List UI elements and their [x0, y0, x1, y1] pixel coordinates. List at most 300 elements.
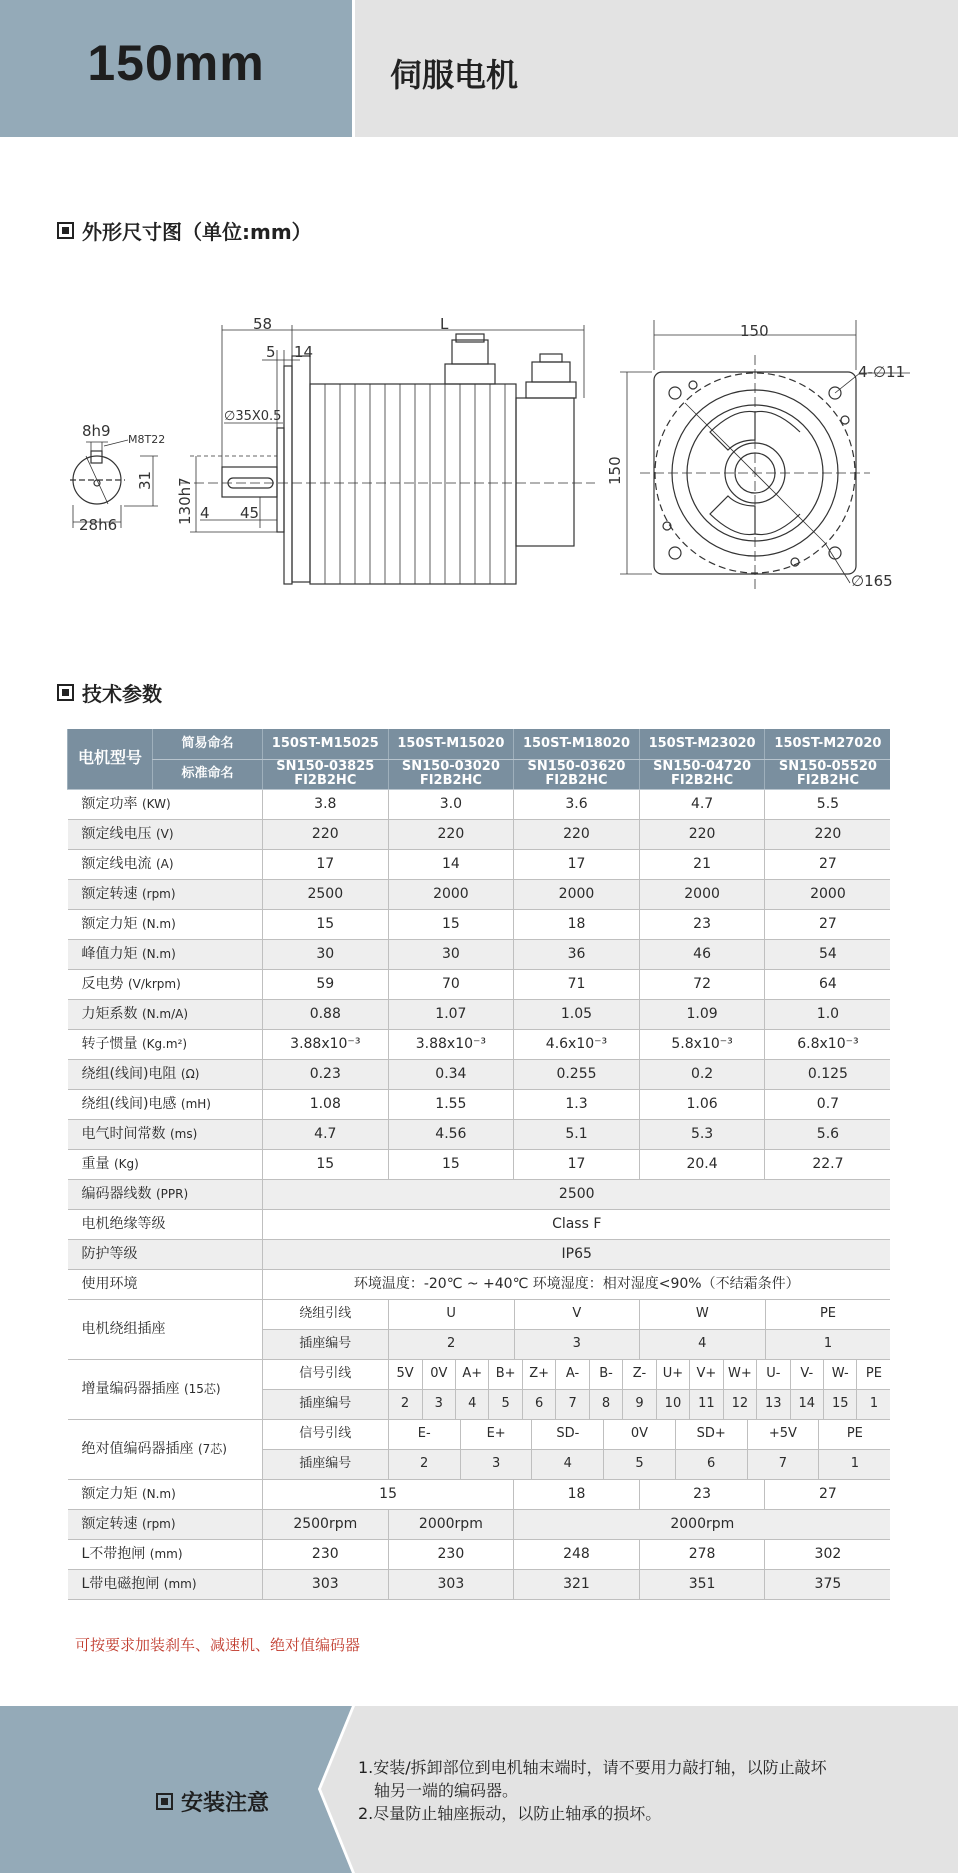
row-label-unit: (7芯)	[197, 1441, 227, 1456]
std-name	[639, 759, 765, 789]
spec-value: 27	[765, 1479, 891, 1509]
connector-signals	[388, 1299, 890, 1329]
signal-cell: U	[389, 1300, 514, 1329]
row-label-name: 额定力矩	[81, 1485, 138, 1502]
row-label-unit: (rpm)	[141, 886, 176, 901]
signal-cell: PE	[857, 1360, 891, 1389]
install-section-label: 安装注意	[181, 1791, 270, 1816]
table-row	[68, 819, 891, 849]
dim-45: 45	[240, 504, 260, 522]
connector-pins	[388, 1449, 890, 1479]
spec-value: 248	[514, 1539, 640, 1569]
spec-value: 36	[514, 939, 640, 969]
dim-150-side: 150	[606, 456, 624, 485]
row-label-name: 使用环境	[81, 1275, 138, 1292]
pin-cell: 4	[532, 1450, 604, 1479]
dim-31: 31	[136, 470, 154, 490]
motor-front-view	[606, 320, 910, 590]
signal-cell: W	[640, 1300, 765, 1329]
table-row	[68, 1029, 891, 1059]
row-label-name: 绝对值编码器插座	[81, 1440, 194, 1457]
spec-value: 3.88x10⁻³	[263, 1029, 389, 1059]
spec-value: 2000	[639, 879, 765, 909]
row-label-name: 电机绕组插座	[81, 1320, 166, 1337]
row-label-name: L不带抱闸	[81, 1545, 146, 1562]
signal-cell: Z+	[522, 1360, 555, 1389]
dim-150-top: 150	[740, 322, 769, 340]
row-label-name: 编码器线数	[81, 1185, 152, 1202]
connector-signals	[388, 1359, 890, 1389]
signal-cell: A+	[456, 1360, 489, 1389]
table-row	[68, 1419, 891, 1449]
row-label	[68, 1119, 263, 1149]
connector-pins	[388, 1329, 890, 1359]
option-note: 可按要求加装刹车、减速机、绝对值编码器	[75, 1636, 361, 1654]
spec-value: 5.3	[639, 1119, 765, 1149]
spec-value: 30	[388, 939, 514, 969]
connector-pin-grid	[389, 1450, 891, 1479]
row-label-unit: (Kg)	[113, 1156, 139, 1171]
install-note-1-cont: 轴另一端的编码器。	[374, 1781, 519, 1800]
spec-value: 0.23	[263, 1059, 389, 1089]
tech-section-title	[57, 678, 162, 707]
spec-value: 0.7	[765, 1089, 891, 1119]
row-label-name: L带电磁抱闸	[81, 1575, 160, 1592]
spec-value: 23	[639, 1479, 765, 1509]
spec-value: 1.06	[639, 1089, 765, 1119]
pin-cell: 3	[422, 1390, 455, 1419]
install-note-2: 2.尽量防止轴座振动，以防止轴承的损坏。	[358, 1804, 662, 1823]
table-row	[68, 1479, 891, 1509]
row-label-unit: (N.m)	[141, 946, 176, 961]
spec-value: 303	[263, 1569, 389, 1599]
std-name	[263, 759, 389, 789]
row-label-name: 额定线电流	[81, 855, 152, 872]
short-name-label: 简易命名	[153, 729, 263, 759]
connector-pin-grid	[389, 1390, 891, 1419]
connector-signals	[388, 1419, 890, 1449]
table-row	[68, 1239, 891, 1269]
std-name-line1: SN150-03020	[401, 759, 500, 775]
std-name-line2: FI2B2HC	[796, 773, 859, 788]
signal-cell: 0V	[422, 1360, 455, 1389]
table-row	[68, 1569, 891, 1599]
row-label-name: 绕组(线间)电阻	[81, 1065, 177, 1082]
row-label-name: 力矩系数	[81, 1005, 138, 1022]
row-label	[68, 1509, 263, 1539]
signal-cell: E-	[389, 1420, 461, 1449]
table-row	[68, 789, 891, 819]
motor-size-title: 150mm	[87, 35, 265, 91]
spec-value: 351	[639, 1569, 765, 1599]
install-notes	[358, 1756, 918, 1825]
spec-value: 4.6x10⁻³	[514, 1029, 640, 1059]
pin-cell: 2	[389, 1330, 514, 1359]
signal-cell: B+	[489, 1360, 522, 1389]
spec-value: 2000	[765, 879, 891, 909]
dim-8h9: 8h9	[82, 422, 111, 440]
signal-cell: 5V	[389, 1360, 422, 1389]
row-label-unit: (15芯)	[183, 1381, 221, 1396]
spec-value: 230	[388, 1539, 514, 1569]
spec-value: IP65	[263, 1239, 891, 1269]
table-row	[68, 1209, 891, 1239]
product-title: 伺服电机	[390, 56, 519, 94]
std-name-line2: FI2B2HC	[294, 773, 357, 788]
row-label	[68, 1419, 263, 1479]
pin-cell: 13	[757, 1390, 790, 1419]
pin-cell: 15	[823, 1390, 856, 1419]
spec-value: 15	[388, 909, 514, 939]
dimension-section-label: 外形尺寸图（单位:mm）	[82, 220, 312, 244]
dim-L: L	[440, 315, 449, 333]
pin-cell: 5	[604, 1450, 676, 1479]
dim-35: ∅35X0.5	[224, 409, 282, 424]
table-row	[68, 1149, 891, 1179]
table-row	[68, 729, 891, 759]
table-row	[68, 1089, 891, 1119]
connector-row2-label: 插座编号	[263, 1329, 389, 1359]
row-label	[68, 1569, 263, 1599]
square-bullet-icon	[57, 684, 74, 701]
pin-cell: 1	[819, 1450, 891, 1479]
spec-value: 59	[263, 969, 389, 999]
table-row	[68, 1299, 891, 1329]
pin-cell: 12	[723, 1390, 756, 1419]
short-name: 150ST-M15025	[263, 729, 389, 759]
install-section-title	[156, 1786, 269, 1817]
spec-value: 21	[639, 849, 765, 879]
std-name	[388, 759, 514, 789]
row-label-name: 防护等级	[81, 1245, 138, 1262]
row-label	[68, 819, 263, 849]
install-footer	[0, 1706, 958, 1873]
row-label	[68, 1359, 263, 1419]
tech-spec-table	[67, 729, 890, 1600]
std-name-line2: FI2B2HC	[671, 773, 734, 788]
spec-value: 2000rpm	[388, 1509, 514, 1539]
model-label: 电机型号	[68, 729, 153, 789]
spec-value: 3.6	[514, 789, 640, 819]
pin-cell: 8	[589, 1390, 622, 1419]
std-name-line1: SN150-05520	[778, 759, 877, 775]
table-row	[68, 1059, 891, 1089]
signal-cell: V-	[790, 1360, 823, 1389]
table-row	[68, 849, 891, 879]
spec-value: 375	[765, 1569, 891, 1599]
spec-value: 6.8x10⁻³	[765, 1029, 891, 1059]
spec-value: 15	[263, 1479, 514, 1509]
spec-value: 3.0	[388, 789, 514, 819]
std-name-label: 标准命名	[153, 759, 263, 789]
spec-value: 27	[765, 849, 891, 879]
spec-value: 1.3	[514, 1089, 640, 1119]
signal-cell: SD+	[675, 1420, 747, 1449]
short-name: 150ST-M15020	[388, 729, 514, 759]
row-label	[68, 1029, 263, 1059]
short-name: 150ST-M27020	[765, 729, 891, 759]
spec-value: 1.07	[388, 999, 514, 1029]
spec-value: 17	[514, 849, 640, 879]
spec-value: 220	[639, 819, 765, 849]
short-name: 150ST-M18020	[514, 729, 640, 759]
signal-cell: Z-	[623, 1360, 656, 1389]
table-row	[68, 1359, 891, 1389]
spec-value: 1.0	[765, 999, 891, 1029]
spec-value: 5.6	[765, 1119, 891, 1149]
spec-value: 15	[263, 909, 389, 939]
row-label-unit: (N.m)	[141, 916, 176, 931]
std-name	[514, 759, 640, 789]
connector-row2-label: 插座编号	[263, 1449, 389, 1479]
spec-value: 220	[263, 819, 389, 849]
pin-cell: 11	[690, 1390, 723, 1419]
square-bullet-icon	[156, 1793, 173, 1810]
pin-cell: 9	[623, 1390, 656, 1419]
spec-value: 27	[765, 909, 891, 939]
std-name-line2: FI2B2HC	[419, 773, 482, 788]
std-name-line2: FI2B2HC	[545, 773, 608, 788]
pin-cell: 4	[456, 1390, 489, 1419]
spec-value: 15	[263, 1149, 389, 1179]
pin-cell: 7	[747, 1450, 819, 1479]
spec-value: 4.7	[639, 789, 765, 819]
connector-row2-label: 插座编号	[263, 1389, 389, 1419]
table-row	[68, 759, 891, 789]
row-label-unit: (A)	[155, 856, 174, 871]
spec-value: 302	[765, 1539, 891, 1569]
dim-130h7: 130h7	[176, 477, 194, 525]
spec-value: 64	[765, 969, 891, 999]
spec-value: 2000rpm	[514, 1509, 891, 1539]
dimension-drawing	[60, 300, 940, 600]
dim-m8t22: M8T22	[128, 433, 166, 446]
spec-value: 2000	[514, 879, 640, 909]
row-label-unit: (V/krpm)	[127, 976, 181, 991]
spec-value: 0.34	[388, 1059, 514, 1089]
signal-cell: +5V	[747, 1420, 819, 1449]
spec-value: 22.7	[765, 1149, 891, 1179]
spec-value: 2500	[263, 879, 389, 909]
spec-value: 2500	[263, 1179, 891, 1209]
dimension-section-title	[57, 216, 312, 245]
row-label	[68, 849, 263, 879]
signal-cell: PE	[819, 1420, 891, 1449]
spec-value: 2000	[388, 879, 514, 909]
spec-value: 5.1	[514, 1119, 640, 1149]
row-label-name: 额定转速	[81, 1515, 138, 1532]
row-label-unit: (mm)	[149, 1546, 183, 1561]
row-label-name: 反电势	[81, 975, 124, 992]
spec-value: 4.56	[388, 1119, 514, 1149]
row-label-name: 额定力矩	[81, 915, 138, 932]
row-label-unit: (rpm)	[141, 1516, 176, 1531]
signal-cell: 0V	[604, 1420, 676, 1449]
spec-value: 1.08	[263, 1089, 389, 1119]
row-label-name: 重量	[81, 1155, 110, 1172]
row-label-name: 电机绝缘等级	[81, 1215, 166, 1232]
row-label	[68, 999, 263, 1029]
row-label	[68, 909, 263, 939]
spec-value: 70	[388, 969, 514, 999]
table-row	[68, 939, 891, 969]
pin-cell: 14	[790, 1390, 823, 1419]
signal-cell: V+	[690, 1360, 723, 1389]
pin-cell: 5	[489, 1390, 522, 1419]
spec-value: 环境温度：-20℃ ~ +40℃ 环境湿度：相对湿度<90%（不结霜条件）	[263, 1269, 891, 1299]
spec-value: 321	[514, 1569, 640, 1599]
row-label-unit: (KW)	[141, 796, 171, 811]
spec-value: 220	[388, 819, 514, 849]
table-row	[68, 1539, 891, 1569]
square-bullet-icon	[57, 222, 74, 239]
row-label-name: 峰值力矩	[81, 945, 138, 962]
spec-value: 30	[263, 939, 389, 969]
signal-cell: E+	[460, 1420, 532, 1449]
row-label	[68, 1539, 263, 1569]
pin-cell: 1	[857, 1390, 891, 1419]
pin-cell: 3	[460, 1450, 532, 1479]
spec-value: 17	[263, 849, 389, 879]
spec-value: Class F	[263, 1209, 891, 1239]
row-label	[68, 1299, 263, 1359]
std-name-line1: SN150-04720	[653, 759, 752, 775]
dim-4: 4	[200, 504, 210, 522]
install-note-1: 1.安装/拆卸部位到电机轴末端时，请不要用力敲打轴，以防止敲坏	[358, 1758, 827, 1777]
table-row	[68, 999, 891, 1029]
pin-cell: 4	[640, 1330, 765, 1359]
dim-58: 58	[253, 315, 273, 333]
table-row	[68, 1509, 891, 1539]
spec-value: 0.255	[514, 1059, 640, 1089]
motor-side-view	[176, 315, 595, 584]
row-label	[68, 1089, 263, 1119]
connector-row1-label: 信号引线	[263, 1359, 389, 1389]
tech-section-label: 技术参数	[82, 682, 162, 706]
signal-cell: W-	[823, 1360, 856, 1389]
std-name	[765, 759, 891, 789]
spec-value: 46	[639, 939, 765, 969]
pin-cell: 10	[656, 1390, 689, 1419]
row-label	[68, 789, 263, 819]
table-row	[68, 1179, 891, 1209]
spec-value: 3.8	[263, 789, 389, 819]
signal-cell: U-	[757, 1360, 790, 1389]
spec-value: 3.88x10⁻³	[388, 1029, 514, 1059]
spec-value: 15	[388, 1149, 514, 1179]
spec-value: 5.5	[765, 789, 891, 819]
spec-value: 1.55	[388, 1089, 514, 1119]
row-label-name: 转子惯量	[81, 1035, 138, 1052]
row-label	[68, 1269, 263, 1299]
header-divider	[352, 0, 355, 137]
short-name: 150ST-M23020	[639, 729, 765, 759]
spec-value: 2500rpm	[263, 1509, 389, 1539]
row-label-unit: (mH)	[180, 1096, 211, 1111]
spec-value: 54	[765, 939, 891, 969]
row-label	[68, 1059, 263, 1089]
table-row	[68, 1269, 891, 1299]
signal-cell: V	[514, 1300, 639, 1329]
row-label	[68, 1479, 263, 1509]
row-label	[68, 969, 263, 999]
pin-cell: 7	[556, 1390, 589, 1419]
table-row	[68, 1119, 891, 1149]
table-row	[68, 879, 891, 909]
row-label	[68, 939, 263, 969]
row-label-name: 额定功率	[81, 795, 138, 812]
row-label	[68, 1179, 263, 1209]
row-label-name: 增量编码器插座	[81, 1380, 180, 1397]
signal-cell: A-	[556, 1360, 589, 1389]
connector-row1-label: 绕组引线	[263, 1299, 389, 1329]
spec-value: 0.2	[639, 1059, 765, 1089]
spec-value: 5.8x10⁻³	[639, 1029, 765, 1059]
row-label-unit: (V)	[155, 826, 174, 841]
connector-signal-grid	[389, 1300, 891, 1329]
row-label-unit: (mm)	[163, 1576, 197, 1591]
shaft-end-view	[70, 422, 165, 534]
pin-cell: 2	[389, 1450, 461, 1479]
pin-cell: 6	[522, 1390, 555, 1419]
spec-value: 17	[514, 1149, 640, 1179]
spec-value: 220	[514, 819, 640, 849]
spec-value: 4.7	[263, 1119, 389, 1149]
spec-value: 0.125	[765, 1059, 891, 1089]
row-label-unit: (ms)	[169, 1126, 198, 1141]
connector-pin-grid	[389, 1330, 891, 1359]
spec-value: 1.09	[639, 999, 765, 1029]
row-label-unit: (Kg.m²)	[141, 1036, 188, 1051]
spec-value: 278	[639, 1539, 765, 1569]
dim-165: ∅165	[851, 572, 893, 590]
row-label	[68, 879, 263, 909]
spec-value: 71	[514, 969, 640, 999]
spec-value: 220	[765, 819, 891, 849]
signal-cell: B-	[589, 1360, 622, 1389]
pin-cell: 2	[389, 1390, 422, 1419]
pin-cell: 3	[514, 1330, 639, 1359]
dim-28h6: 28h6	[79, 516, 118, 534]
row-label-name: 额定线电压	[81, 825, 152, 842]
signal-cell: U+	[656, 1360, 689, 1389]
spec-value: 0.88	[263, 999, 389, 1029]
row-label-unit: (N.m)	[141, 1486, 176, 1501]
row-label-unit: (PPR)	[155, 1186, 189, 1201]
spec-value: 1.05	[514, 999, 640, 1029]
row-label	[68, 1209, 263, 1239]
connector-signal-grid	[389, 1420, 891, 1449]
dim-5: 5	[266, 343, 276, 361]
row-label-unit: (Ω)	[180, 1066, 200, 1081]
page-header	[0, 0, 958, 137]
spec-value: 18	[514, 909, 640, 939]
connector-row1-label: 信号引线	[263, 1419, 389, 1449]
dim-14: 14	[294, 343, 314, 361]
std-name-line1: SN150-03825	[276, 759, 375, 775]
dim-bolt-holes: 4-∅11	[858, 363, 906, 381]
signal-cell: SD-	[532, 1420, 604, 1449]
row-label-name: 绕组(线间)电感	[81, 1095, 177, 1112]
spec-value: 23	[639, 909, 765, 939]
spec-value: 72	[639, 969, 765, 999]
spec-value: 20.4	[639, 1149, 765, 1179]
pin-cell: 1	[765, 1330, 890, 1359]
row-label-name: 额定转速	[81, 885, 138, 902]
std-name-line1: SN150-03620	[527, 759, 626, 775]
pin-cell: 6	[675, 1450, 747, 1479]
connector-pins	[388, 1389, 890, 1419]
